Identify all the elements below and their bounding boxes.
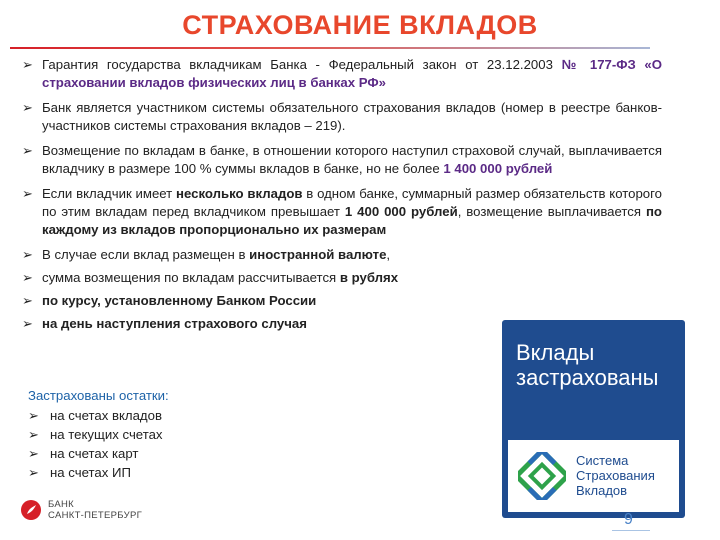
- arrow-bullet-icon: ➢: [28, 408, 39, 423]
- arrow-bullet-icon: ➢: [28, 427, 39, 442]
- bullet-text: Если вкладчик имеет несколько вкладов в одном банке, суммарный размер обязательств которого по этим вкладам перед вкладчиком превышает 1 400 000 рублей, возмещение выплачивается по каждому из вкладов пропорционально их размерам: [42, 186, 662, 237]
- arrow-bullet-icon: ➢: [22, 293, 33, 308]
- title-underline: [10, 47, 650, 49]
- page-number-underline: [612, 530, 650, 531]
- arrow-bullet-icon: ➢: [28, 465, 39, 480]
- insured-item: ➢ на счетах вкладов: [28, 408, 162, 423]
- insured-item: ➢ на счетах ИП: [28, 465, 131, 480]
- insured-list: [28, 406, 163, 482]
- bullet-list: [22, 56, 662, 338]
- bullet-text: Банк является участником системы обязательного страхования вкладов (номер в реестре банков-участников системы страхования вкладов – 219).: [42, 100, 662, 133]
- page-number: 9: [624, 511, 633, 528]
- slide-title: СТРАХОВАНИЕ ВКЛАДОВ: [182, 10, 538, 40]
- arrow-bullet-icon: ➢: [28, 446, 39, 461]
- bullet-text: на день наступления страхового случая: [42, 316, 307, 331]
- arrow-bullet-icon: ➢: [22, 186, 33, 201]
- logo-caption: Система Страхования Вкладов: [576, 453, 655, 498]
- insured-item: ➢ на текущих счетах: [28, 427, 163, 442]
- logo-title: Вклады застрахованы: [516, 340, 659, 390]
- bullet-text: В случае если вклад размещен в иностранной валюте,: [42, 247, 391, 262]
- arrow-bullet-icon: ➢: [22, 247, 33, 262]
- arrow-bullet-icon: ➢: [22, 316, 33, 331]
- bullet-text: Гарантия государства вкладчикам Банка - Федеральный закон от 23.12.2003 № 177-ФЗ «О страховании вкладов физических лиц в банках РФ»: [42, 57, 662, 90]
- insured-heading: Застрахованы остатки:: [28, 388, 169, 403]
- bullet-item: [22, 292, 662, 310]
- arrow-bullet-icon: ➢: [22, 143, 33, 158]
- insured-item: ➢ на счетах карт: [28, 446, 139, 461]
- bullet-item: [22, 142, 662, 178]
- bank-name: БАНК САНКТ-ПЕТЕРБУРГ: [48, 499, 143, 521]
- arrow-bullet-icon: ➢: [22, 57, 33, 72]
- bullet-item: [22, 246, 662, 264]
- bullet-item: [22, 56, 662, 92]
- bullet-item: [22, 269, 662, 287]
- bullet-text: Возмещение по вкладам в банке, в отношении которого наступил страховой случай, выплачивается вкладчику в размере 100 % суммы вкладов в банке, но не более 1 400 000 рублей: [42, 143, 662, 176]
- logo-inner-panel: [508, 440, 679, 512]
- bank-emblem-icon: [20, 499, 42, 521]
- bank-logo: [20, 499, 142, 521]
- bullet-item: [22, 185, 662, 239]
- bullet-text: по курсу, установленному Банком России: [42, 293, 317, 308]
- dia-emblem-icon: [518, 452, 566, 500]
- deposits-insured-logo: [502, 320, 685, 518]
- arrow-bullet-icon: ➢: [22, 270, 33, 285]
- bullet-item: [22, 99, 662, 135]
- bullet-text: сумма возмещения по вкладам рассчитывается в рублях: [42, 270, 399, 285]
- arrow-bullet-icon: ➢: [22, 100, 33, 115]
